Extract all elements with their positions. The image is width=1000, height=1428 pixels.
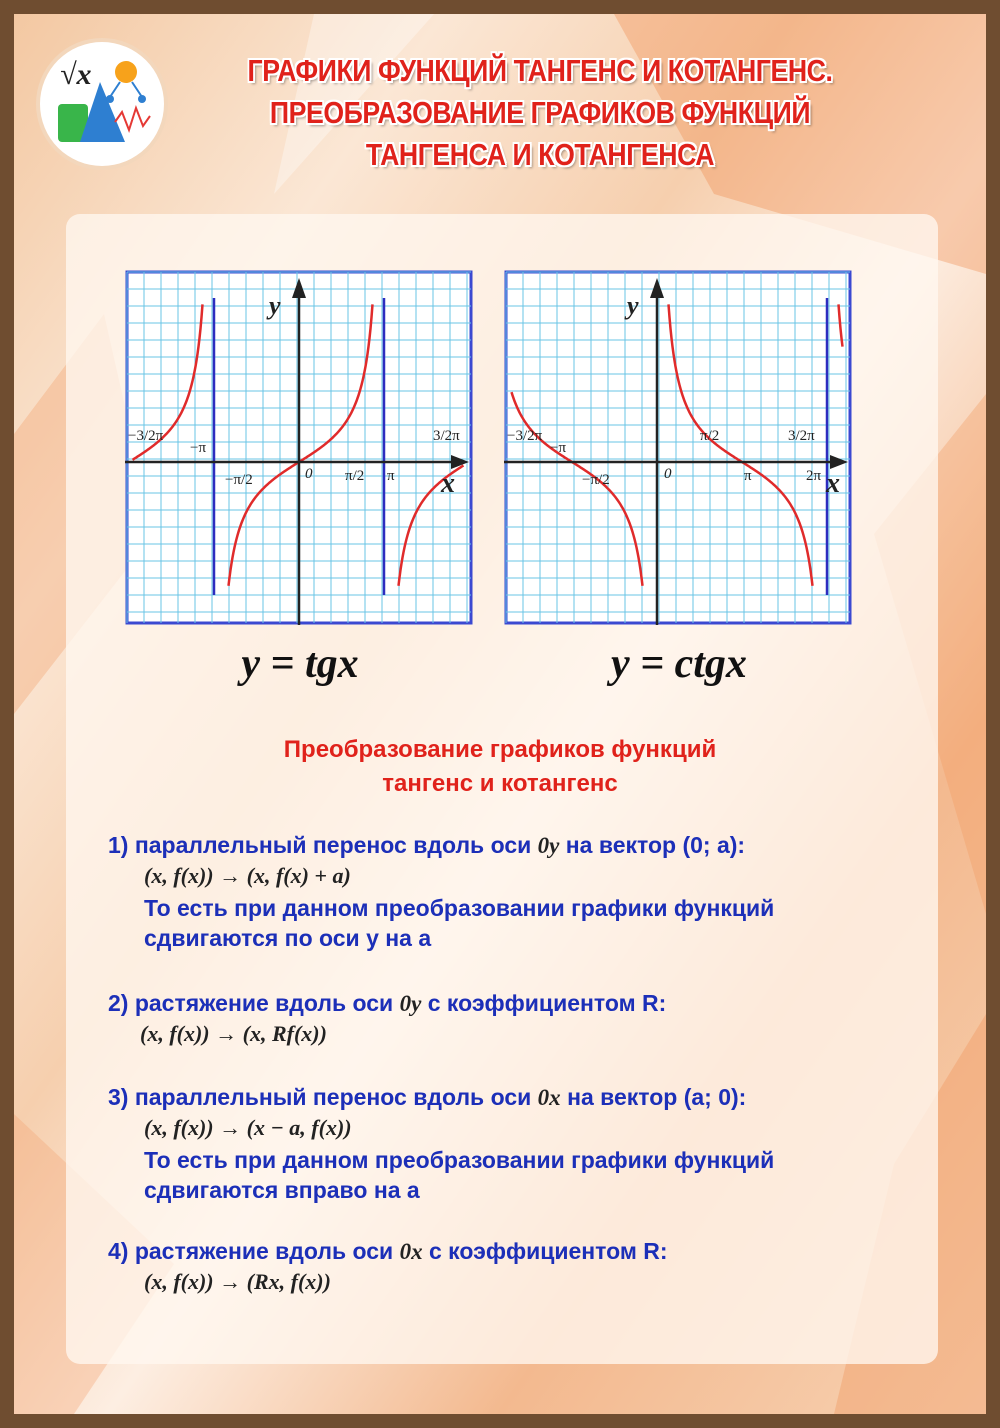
section-title-line-1: Преобразование графиков функций	[283, 736, 717, 763]
title-line-3: ТАНГЕНСА И КОТАНГЕНСА	[365, 137, 715, 172]
x-axis-label: x	[441, 468, 455, 499]
tick-pi: π	[744, 468, 752, 484]
tick-pi: π	[387, 468, 395, 484]
cot-graph	[504, 270, 854, 625]
tick-three-half-pi: 3/2π	[788, 428, 815, 444]
origin-label: 0	[664, 466, 672, 482]
tick-two-pi: 2π	[806, 468, 822, 484]
page-title	[190, 50, 890, 176]
rule-item-1	[108, 830, 928, 953]
rule-note-line-1: То есть при данном преобразовании графики функций	[144, 1147, 775, 1173]
rule-note-line-1: То есть при данном преобразовании графики функций	[144, 895, 775, 921]
tick-half-pi: π/2	[345, 468, 365, 484]
tick-neg-half-pi: −π/2	[582, 472, 610, 488]
rule-item-4	[108, 1236, 928, 1297]
origin-label: 0	[305, 466, 313, 482]
rule-heading: 2) растяжение вдоль оси 0y с коэффициентом R:	[108, 990, 667, 1016]
rule-note-line-2: сдвигаются вправо на a	[144, 1177, 420, 1203]
rule-formula: (x, f(x)) → (x, Rf(x))	[140, 1021, 327, 1046]
tick-neg-pi: −π	[550, 440, 567, 456]
rule-formula: (x, f(x)) → (x − a, f(x))	[144, 1115, 352, 1140]
title-line-1: ГРАФИКИ ФУНКЦИЙ ТАНГЕНС И КОТАНГЕНС.	[247, 53, 833, 88]
rule-formula: (x, f(x)) → (x, f(x) + a)	[144, 863, 351, 888]
tick-neg-pi: −π	[190, 440, 207, 456]
y-axis-label: y	[627, 291, 639, 320]
tick-neg-three-half-pi: −3/2π	[507, 428, 543, 444]
rule-formula: (x, f(x)) → (Rx, f(x))	[144, 1269, 331, 1294]
tick-half-pi: π/2	[700, 428, 720, 444]
title-line-2: ПРЕОБРАЗОВАНИЕ ГРАФИКОВ ФУНКЦИЙ	[269, 95, 811, 130]
rule-heading: 4) растяжение вдоль оси 0x с коэффициентом R:	[108, 1238, 668, 1264]
section-title-line-2: тангенс и котангенс	[382, 770, 618, 797]
tick-neg-three-half-pi: −3/2π	[128, 428, 164, 444]
section-title	[150, 733, 850, 801]
tan-graph	[125, 270, 475, 625]
cot-graph-svg	[504, 270, 854, 625]
logo-text: √x	[60, 58, 92, 91]
rule-item-2	[108, 988, 928, 1049]
rule-item-3	[108, 1082, 928, 1205]
rule-heading: 3) параллельный перенос вдоль оси 0x на вектор (a; 0):	[108, 1084, 747, 1110]
cot-caption: y = ctgx	[611, 641, 747, 687]
y-axis-label: y	[269, 291, 281, 320]
tan-graph-svg	[125, 270, 475, 625]
tan-caption: y = tgx	[241, 641, 359, 687]
x-axis-label: x	[826, 468, 840, 499]
math-logo-icon	[40, 42, 164, 166]
logo	[40, 42, 164, 166]
rule-note-line-2: сдвигаются по оси y на a	[144, 925, 432, 951]
tick-three-half-pi: 3/2π	[433, 428, 460, 444]
tick-neg-half-pi: −π/2	[225, 472, 253, 488]
rule-heading: 1) параллельный перенос вдоль оси 0y на вектор (0; a):	[108, 832, 746, 858]
